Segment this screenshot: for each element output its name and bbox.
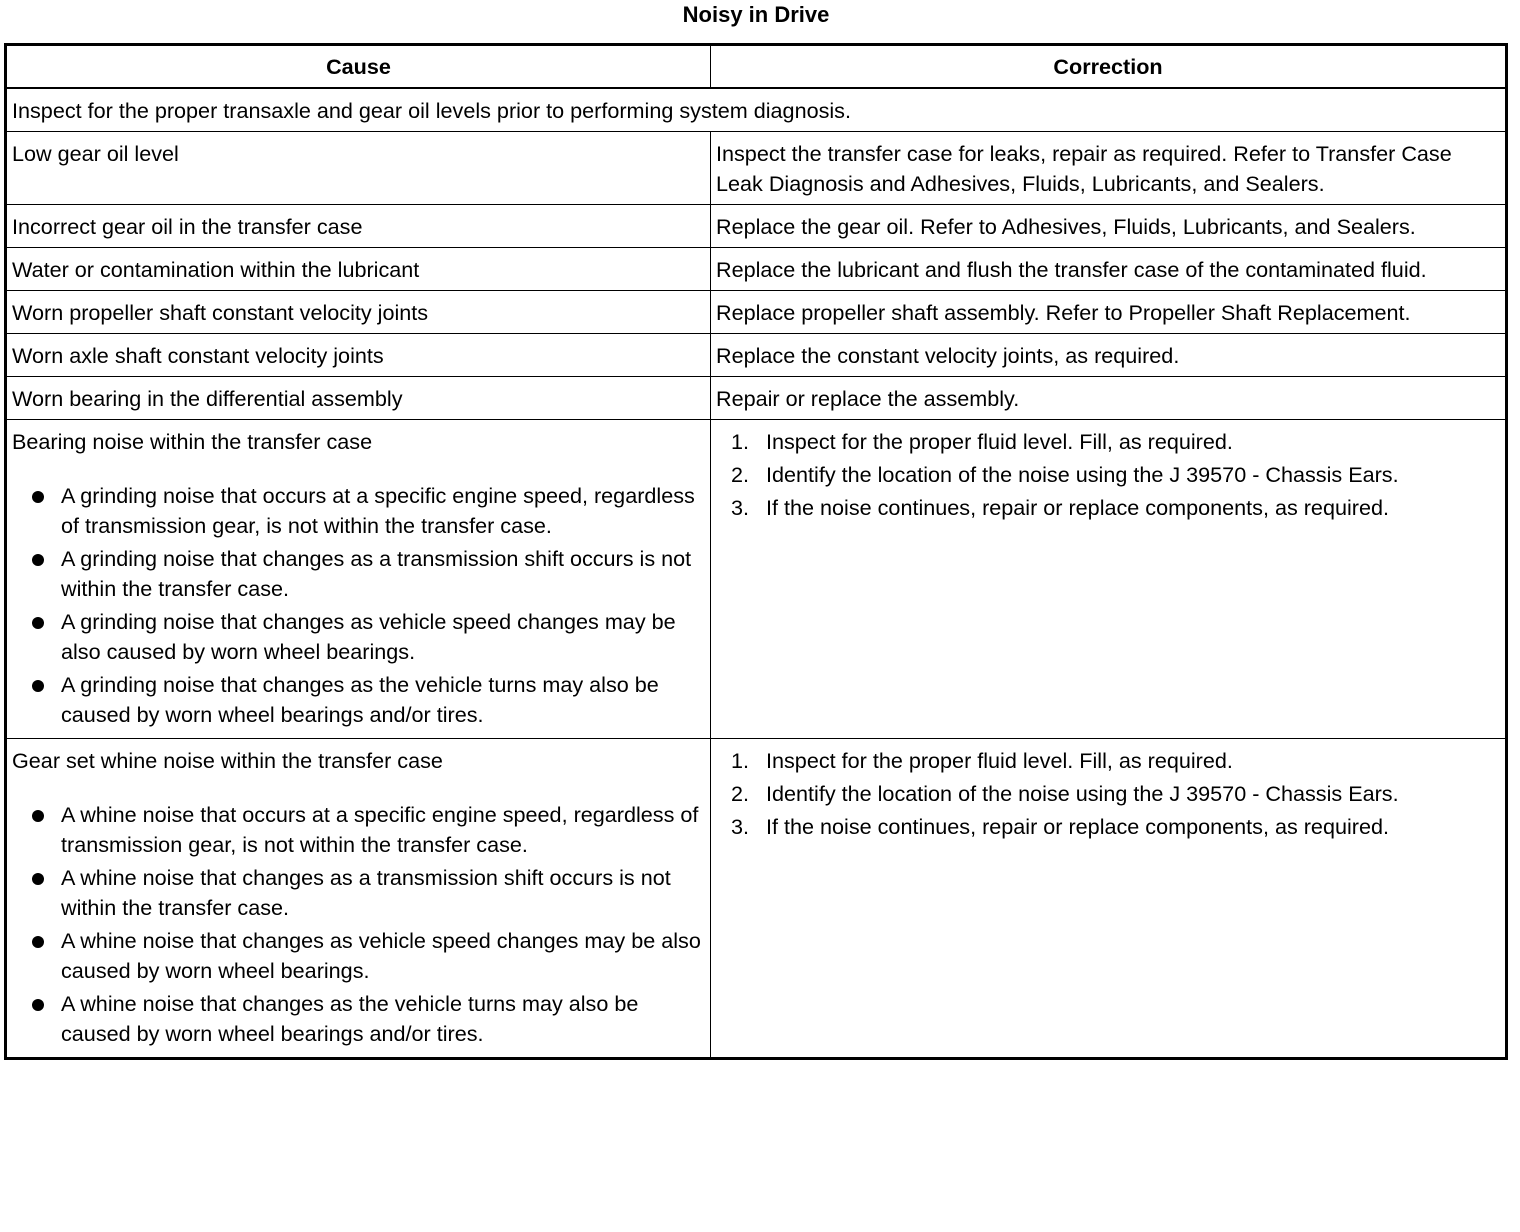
- step-number: 2.: [731, 462, 750, 487]
- diagnosis-table: [4, 43, 1508, 1060]
- table-row: [6, 291, 1507, 334]
- table-row: [6, 132, 1507, 205]
- bullet-text: A whine noise that changes as the vehicle turns may also be caused by worn wheel bearings and/or tires.: [61, 991, 639, 1046]
- table-row: [6, 739, 1507, 1059]
- step-item: [716, 812, 1501, 842]
- correction-text: Repair or replace the assembly.: [716, 386, 1020, 411]
- step-number: 3.: [731, 495, 750, 520]
- cause-cell: [6, 248, 711, 291]
- correction-cell: [711, 248, 1507, 291]
- bullet-item: [12, 607, 706, 667]
- step-number: 1.: [731, 429, 750, 454]
- step-text: Inspect for the proper fluid level. Fill, as required.: [766, 429, 1233, 454]
- bullet-text: A whine noise that changes as vehicle speed changes may be also caused by worn wheel bearings.: [61, 928, 701, 983]
- bullet-item: [12, 863, 706, 923]
- bullet-text: A grinding noise that occurs at a specific engine speed, regardless of transmission gear, is not within the transfer case.: [61, 483, 695, 538]
- step-text: If the noise continues, repair or replace components, as required.: [766, 495, 1389, 520]
- step-item: [716, 746, 1501, 776]
- step-text: Identify the location of the noise using the J 39570 - Chassis Ears.: [766, 462, 1399, 487]
- correction-cell: [711, 739, 1507, 1059]
- correction-cell: [711, 334, 1507, 377]
- bullet-item: [12, 670, 706, 730]
- bullet-icon: [32, 491, 44, 503]
- correction-steps: [716, 746, 1501, 842]
- bullet-text: A whine noise that occurs at a specific engine speed, regardless of transmission gear, is not within the transfer case.: [61, 802, 699, 857]
- cause-cell: [6, 205, 711, 248]
- bullet-text: A whine noise that changes as a transmission shift occurs is not within the transfer case.: [61, 865, 671, 920]
- correction-cell: [711, 205, 1507, 248]
- bullet-icon: [32, 873, 44, 885]
- cause-cell: [6, 334, 711, 377]
- step-text: If the noise continues, repair or replace components, as required.: [766, 814, 1389, 839]
- table-row: [6, 334, 1507, 377]
- bullet-icon: [32, 999, 44, 1011]
- cause-text: Worn propeller shaft constant velocity joints: [12, 300, 429, 325]
- note-text: Inspect for the proper transaxle and gear oil levels prior to performing system diagnosis.: [6, 88, 1507, 132]
- cause-bullet-list: [12, 481, 706, 730]
- correction-header: Correction: [711, 45, 1507, 89]
- bullet-item: [12, 544, 706, 604]
- cause-text: Incorrect gear oil in the transfer case: [12, 214, 363, 239]
- table-row: [6, 248, 1507, 291]
- correction-cell: [711, 291, 1507, 334]
- bullet-text: A grinding noise that changes as vehicle speed changes may be also caused by worn wheel bearings.: [61, 609, 676, 664]
- cause-cell: [6, 132, 711, 205]
- cause-text: Worn axle shaft constant velocity joints: [12, 343, 384, 368]
- cause-cell: [6, 377, 711, 420]
- correction-text: Replace propeller shaft assembly. Refer to Propeller Shaft Replacement.: [716, 300, 1411, 325]
- cause-text: Worn bearing in the differential assembly: [12, 386, 403, 411]
- cause-header: Cause: [6, 45, 711, 89]
- table-title: Noisy in Drive: [682, 2, 830, 27]
- correction-cell: [711, 377, 1507, 420]
- correction-steps: [716, 427, 1501, 523]
- bullet-item: [12, 989, 706, 1049]
- header-row: [6, 45, 1507, 89]
- step-number: 3.: [731, 814, 750, 839]
- bullet-item: [12, 481, 706, 541]
- bullet-icon: [32, 554, 44, 566]
- table-row: [6, 420, 1507, 739]
- bullet-text: A grinding noise that changes as the vehicle turns may also be caused by worn wheel bearings and/or tires.: [61, 672, 659, 727]
- bullet-icon: [32, 617, 44, 629]
- cause-text: Water or contamination within the lubricant: [12, 257, 420, 282]
- correction-text: Inspect the transfer case for leaks, repair as required. Refer to Transfer Case Leak Diagnosis and Adhesives, Fluids, Lubricants, and Sealers.: [716, 141, 1452, 196]
- step-item: [716, 779, 1501, 809]
- correction-text: Replace the lubricant and flush the transfer case of the contaminated fluid.: [716, 257, 1427, 282]
- step-item: [716, 460, 1501, 490]
- cause-cell: [6, 739, 711, 1059]
- correction-text: Replace the constant velocity joints, as required.: [716, 343, 1180, 368]
- step-number: 2.: [731, 781, 750, 806]
- cause-cell: [6, 420, 711, 739]
- step-text: Identify the location of the noise using the J 39570 - Chassis Ears.: [766, 781, 1399, 806]
- correction-cell: [711, 132, 1507, 205]
- step-text: Inspect for the proper fluid level. Fill, as required.: [766, 748, 1233, 773]
- table-row: [6, 205, 1507, 248]
- cause-cell: [6, 291, 711, 334]
- bullet-icon: [32, 680, 44, 692]
- cause-text: Gear set whine noise within the transfer case: [12, 748, 443, 773]
- step-number: 1.: [731, 748, 750, 773]
- note-row: [6, 88, 1507, 132]
- correction-cell: [711, 420, 1507, 739]
- cause-text: Bearing noise within the transfer case: [12, 429, 373, 454]
- bullet-icon: [32, 936, 44, 948]
- correction-text: Replace the gear oil. Refer to Adhesives, Fluids, Lubricants, and Sealers.: [716, 214, 1416, 239]
- step-item: [716, 493, 1501, 523]
- cause-bullet-list: [12, 800, 706, 1049]
- step-item: [716, 427, 1501, 457]
- bullet-item: [12, 926, 706, 986]
- bullet-text: A grinding noise that changes as a transmission shift occurs is not within the transfer case.: [61, 546, 692, 601]
- bullet-item: [12, 800, 706, 860]
- table-row: [6, 377, 1507, 420]
- cause-text: Low gear oil level: [12, 141, 179, 166]
- bullet-icon: [32, 810, 44, 822]
